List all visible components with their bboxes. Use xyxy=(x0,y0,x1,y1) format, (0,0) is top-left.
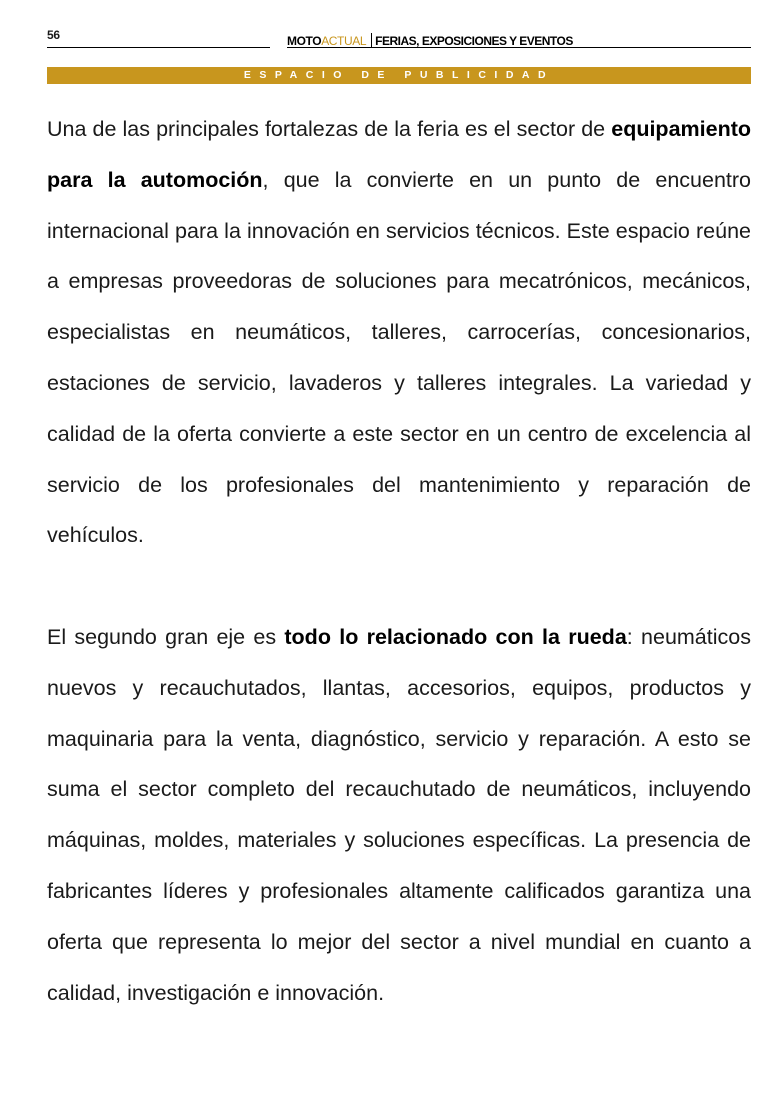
paragraph-2-bold: todo lo relacionado con la rueda xyxy=(284,624,627,649)
advertising-banner: ESPACIO DE PUBLICIDAD xyxy=(47,67,751,84)
page-number: 56 xyxy=(47,28,60,42)
header-separator xyxy=(371,33,372,47)
brand-actual: ACTUAL xyxy=(321,34,367,48)
paragraph-2-text-a: El segundo gran eje es xyxy=(47,624,285,649)
paragraph-1-text-b: , que la convierte en un punto de encuentro internacional para la innovación en servicios técnicos. Este espacio reúne a empresas proveedoras de soluciones para mecatrónicos, mecánicos, especialistas en neumáticos, talleres, carrocerías, concesionarios, estaciones de servicio, lavaderos y talleres integrales. La variedad y calidad de la oferta convierte a este sector en un centro de excelencia al servicio de los profesionales del mantenimiento y reparación de vehículos. xyxy=(47,167,751,548)
paragraph-1 xyxy=(47,104,751,561)
paragraph-2-text-b: : neumáticos nuevos y recauchutados, llantas, accesorios, equipos, productos y maquinaria para la venta, diagnóstico, servicio y reparación. A esto se suma el sector completo del recauchutado de neumáticos, incluyendo máquinas, moldes, materiales y soluciones específicas. La presencia de fabricantes líderes y profesionales altamente calificados garantiza una oferta que representa lo mejor del sector a nivel mundial en cuanto a calidad, investigación e innovación. xyxy=(47,624,751,1005)
brand-moto: MOTO xyxy=(287,34,322,48)
header-brand xyxy=(287,33,573,48)
section-title: FERIAS, EXPOSICIONES Y EVENTOS xyxy=(375,34,573,48)
header-rule-right xyxy=(287,47,751,48)
page-header xyxy=(47,26,751,50)
header-rule-left xyxy=(47,47,270,48)
paragraph-2 xyxy=(47,612,751,1018)
article-body xyxy=(47,104,751,1018)
paragraph-1-bold: equipamiento para la automoción xyxy=(47,117,751,192)
paragraph-1-text-a: Una de las principales fortalezas de la feria es el sector de xyxy=(47,117,612,141)
